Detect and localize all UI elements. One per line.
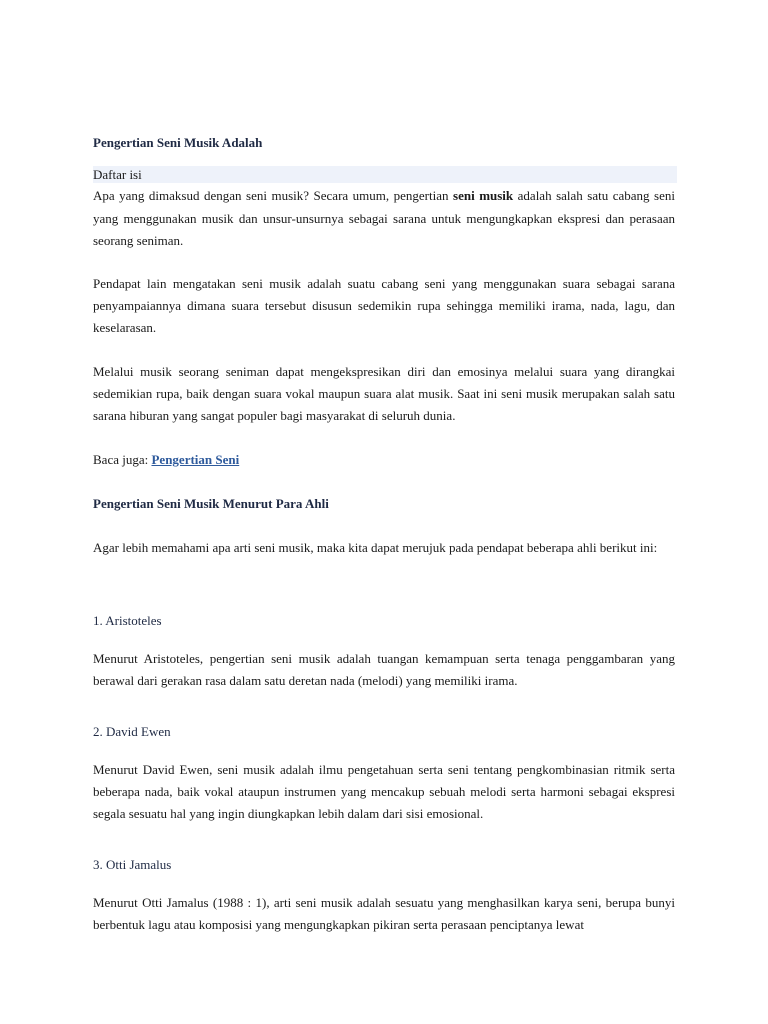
- paragraph-3: Melalui musik seorang seniman dapat mengekspresikan diri dan emosinya melalui suara yang dirangkai sedemikian rupa, baik dengan suara vokal maupun suara alat musik. Saat ini seni musik merupakan salah satu sarana hiburan yang sangat populer bagi masyarakat di seluruh dunia.: [93, 364, 675, 423]
- expert-heading-2: 2. David Ewen: [93, 724, 171, 739]
- expert-heading-3: 3. Otti Jamalus: [93, 857, 172, 872]
- intro-text-end: adalah salah satu cabang seni yang menggunakan musik dan unsur-unsurnya sebagai sarana untuk mengungkapkan ekspresi dan perasaan seorang seniman.: [93, 188, 675, 248]
- intro-text-start: Apa yang dimaksud dengan seni musik? Secara umum, pengertian: [93, 188, 454, 203]
- section-title: Pengertian Seni Musik Menurut Para Ahli: [93, 496, 329, 511]
- see-also-prefix: Baca juga:: [93, 452, 152, 467]
- intro-paragraph: [93, 185, 675, 253]
- page-title: Pengertian Seni Musik Adalah: [93, 135, 263, 150]
- toc-label: Daftar isi: [93, 167, 142, 182]
- expert-text-2: Menurut David Ewen, seni musik adalah ilmu pengetahuan serta seni tentang pengkombinasian ritmik serta beberapa nada, baik vokal ataupun instrumen yang mencakup sebuah melodi serta harmoni sebagai ekspresi segala sesuatu hal yang ingin diungkapkan lebih dalam dari sisi emosional.: [93, 762, 675, 821]
- see-also: [93, 452, 239, 468]
- expert-heading-1: 1. Aristoteles: [93, 613, 162, 628]
- expert-text-3: Menurut Otti Jamalus (1988 : 1), arti seni musik adalah sesuatu yang menghasilkan karya seni, berupa bunyi berbentuk lagu atau komposisi yang mengungkapkan pikiran serta perasaan penciptanya lewat: [93, 895, 675, 932]
- table-of-contents[interactable]: [93, 166, 677, 183]
- expert-text-1: Menurut Aristoteles, pengertian seni musik adalah tuangan kemampuan serta tenaga penggambaran yang berawal dari gerakan rasa dalam satu deretan nada (melodi) yang memiliki irama.: [93, 651, 675, 688]
- see-also-link[interactable]: Pengertian Seni: [151, 452, 240, 467]
- section-intro: Agar lebih memahami apa arti seni musik, maka kita dapat merujuk pada pendapat beberapa ahli berikut ini:: [93, 540, 658, 555]
- paragraph-2: Pendapat lain mengatakan seni musik adalah suatu cabang seni yang menggunakan suara sebagai sarana penyampaiannya dimana suara tersebut disusun sedemikin rupa sehingga memiliki irama, nada, lagu, dan keselarasan.: [93, 276, 675, 335]
- intro-bold-term: seni musik: [453, 188, 514, 203]
